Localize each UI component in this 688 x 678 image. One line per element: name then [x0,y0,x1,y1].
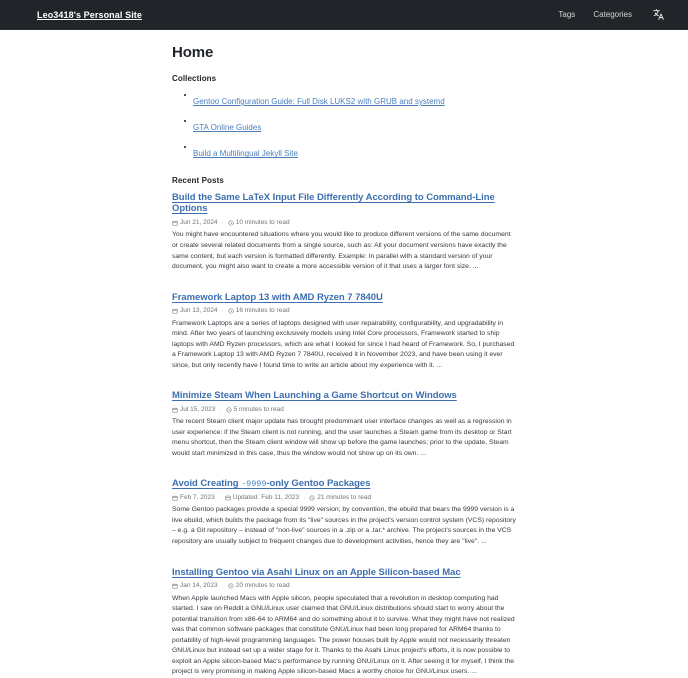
post-meta [172,406,516,413]
post-date [172,582,218,589]
post-read-time-text: 21 minutes to read [317,494,372,502]
post-title-code: -9999 [241,479,267,490]
top-navbar [0,0,688,30]
collections-heading: Collections [172,74,217,83]
post-title-text: Avoid Creating [172,478,242,490]
post-excerpt: Framework Laptops are a series of laptops designed with user repairability, configurability, and upgradability in mind. After two years of launching exclusively models using Intel Core processors, Framework started to ship laptops with AMD Ryzen processors, which are what I looked for since I had heard of Framework. So, I purchased a Framework Laptop 13 with AMD Ryzen 7 7840U, received it in November 2023, and have been using it ever since, but only recently have I found time to write an article about my experience with it. ... [172,319,515,369]
list-item [193,142,516,161]
post-date-text: Jan 14, 2023 [180,582,218,590]
site-brand-link[interactable]: Leo3418's Personal Site [37,9,142,20]
post-excerpt: When Apple launched Macs with Apple silicon, people speculated that a revolution in desktop computing had started. I saw on Reddit a GNU/Linux user claimed that GNU/Linux distributions should start to worry about the potential transition from x86-64 to ARM64 and do something about it to survive. What they might have not realized was that common software packages that constitute GNU/Linux had been long prepared for ARM64 thanks to portability of high-level programming languages. The power houses built by Apple would not necessarily threaten GNU/Linux but instead set up a wider stage for it. Thanks to the Asahi Linux project's efforts, it is now possible to exploit an Apple silicon-based Mac's performance by running GNU/Linux on it. After seeing it for myself, I think the project is very promising in making Apple silicon-based Macs a worthy choice for GNU/Linux users. ... [172,594,515,676]
post-updated [225,494,299,501]
clock-icon [228,220,234,226]
post-title-text: Framework Laptop 13 with AMD Ryzen 7 7840U [172,291,383,303]
post-entry [172,473,516,547]
clock-icon [309,495,315,501]
translate-glyph [652,8,665,21]
post-entry [172,287,516,372]
post-excerpt: Some Gentoo packages provide a special 9999 version; by convention, the ebuild that bears the 9999 version is a live ebuild, which builds the package from its "live" sources in the project's version control system (VCS) repository – e.g. a Git repository – instead of "non-live" sources in a .zip or a .tar.* archive. The project's sources in the VCS repository are usually subject to frequent changes due to development activities, hence they are "live". ... [172,506,516,545]
post-title-text: Build the Same LaTeX Input File Differently According to Command-Line Options [172,191,495,215]
post-updated-label: Updated: [232,494,260,502]
calendar-icon [172,308,178,314]
post-date [172,494,215,501]
post-title-text: Minimize Steam When Launching a Game Shortcut on Windows [172,390,457,402]
nav-link-categories[interactable]: Categories [593,9,632,19]
post-excerpt: The recent Steam client major update has brought predominant user interface changes as well as a regression in user experience: if the Steam client is not running, and the user launches a Steam game from its desktop or Start menu shortcut, then the Steam client window will show up before the game launches; prior to the update, Steam would start minimized in this case, thus the window would not show up on its own. ... [172,418,512,457]
collection-link[interactable]: GTA Online Guides [193,123,262,133]
post-date-text: Jun 13, 2024 [180,307,218,315]
post-read-time [309,494,371,501]
post-read-time [228,307,290,314]
post-date-text: Jun 21, 2024 [180,219,218,227]
calendar-icon [172,495,178,501]
recent-posts-heading: Recent Posts [172,175,224,185]
post-title-link[interactable] [172,292,383,304]
post-date-text: Feb 7, 2023 [180,494,215,502]
post-date [172,307,218,314]
collections-list [172,90,516,162]
post-read-time [228,219,290,226]
post-entry [172,385,516,459]
post-entry [172,192,516,273]
post-meta [172,307,516,314]
navbar-links [558,7,666,23]
post-date [172,219,218,226]
page-title: Home [172,44,214,61]
page-body [0,30,688,678]
post-meta [172,219,516,226]
list-item [193,90,516,109]
post-excerpt: You might have encountered situations where you would like to produce different versions of the same document or create several related documents from a single source, such as: All your document versions have exactly the same content, but each version is formatted differently. Example: In parallel with a standard version of your document, you might also want to create a more accessible version of it that uses a larger font size. ... [172,231,511,271]
clock-icon [228,583,234,589]
collection-link[interactable]: Gentoo Configuration Guide: Full Disk LUKS2 with GRUB and systemd [193,97,445,106]
post-title-text-after: -only Gentoo Packages [266,478,371,490]
calendar-icon [172,220,178,226]
post-meta [172,582,516,589]
post-title-link[interactable] [172,390,457,402]
post-read-time-text: 5 minutes to read [233,406,284,414]
post-date-text: Jul 15, 2023 [180,406,216,414]
post-title-link[interactable] [172,192,516,216]
post-read-time [226,406,284,413]
content-container [172,44,516,678]
post-meta [172,494,516,501]
translate-icon[interactable] [650,7,666,23]
post-title-text: Installing Gentoo via Asahi Linux on an Apple Silicon-based Mac [172,566,461,578]
calendar-icon [172,407,178,413]
meta-separator: · [221,307,224,315]
post-read-time-text: 16 minutes to read [235,307,290,315]
clock-icon [228,308,234,314]
post-title-link[interactable] [172,478,370,490]
meta-separator: · [221,219,224,227]
list-item [193,116,516,135]
nav-link-tags[interactable]: Tags [558,9,576,19]
meta-separator: · [218,494,221,502]
recent-posts-list [172,192,516,678]
history-icon [225,495,231,501]
post-read-time-text: 20 minutes to read [235,582,290,590]
calendar-icon [172,583,178,589]
clock-icon [226,407,232,413]
post-updated-date: Feb 11, 2023 [261,494,300,502]
meta-separator: · [219,406,222,414]
collection-link[interactable]: Build a Multilingual Jekyll Site [193,149,298,159]
post-title-link[interactable] [172,567,461,579]
post-read-time-text: 10 minutes to read [235,219,290,227]
post-date [172,406,215,413]
post-read-time [228,582,290,589]
post-entry [172,562,516,678]
meta-separator: · [303,494,306,502]
meta-separator: · [221,582,224,590]
